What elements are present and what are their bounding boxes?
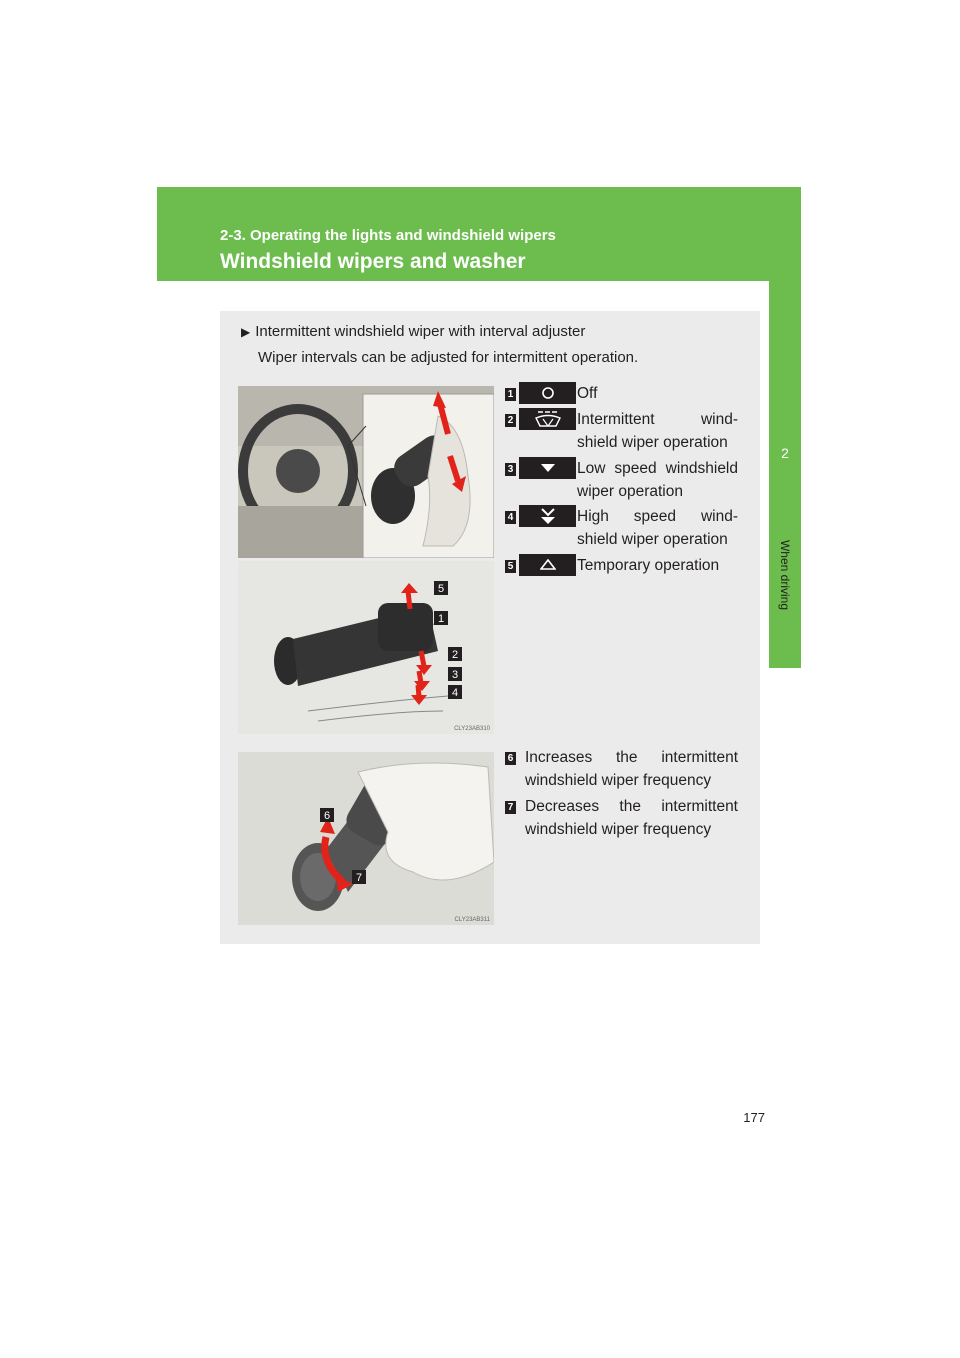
- fig2-callout-7: 7: [355, 872, 363, 884]
- fig1-callout-3: 3: [451, 669, 459, 681]
- intermittent-wiper-icon: [519, 408, 576, 430]
- item-number: 5: [505, 560, 516, 573]
- adjuster-item-decrease: [505, 795, 737, 843]
- high-speed-double-arrow-icon: [519, 505, 576, 527]
- bullet-heading: [241, 323, 585, 340]
- wiper-lever-positions-diagram: [238, 561, 494, 734]
- item-text-line1: Decreases the intermittent: [525, 798, 738, 815]
- description-text: Wiper intervals can be adjusted for intermittent operation.: [258, 349, 639, 366]
- position-item-temporary: [505, 554, 737, 578]
- item-number: 6: [505, 752, 516, 765]
- fig1-callout-1: 1: [437, 613, 445, 625]
- interval-adjuster-photo: [238, 752, 494, 925]
- steering-wheel-photo: [238, 386, 494, 558]
- position-item-high-speed: [505, 505, 737, 553]
- item-text-line2: wiper operation: [577, 483, 683, 500]
- item-text-line1: Intermittent wind-: [577, 411, 738, 428]
- page-title: Windshield wipers and washer: [220, 250, 526, 273]
- item-text: [525, 795, 738, 841]
- fig1-callout-2: 2: [451, 649, 459, 661]
- item-text: [577, 505, 738, 551]
- low-speed-arrow-icon: [519, 457, 576, 479]
- item-text: [577, 457, 738, 503]
- page-number: 177: [743, 1110, 765, 1125]
- item-text-line2: shield wiper operation: [577, 531, 728, 548]
- item-text-line2: windshield wiper frequency: [525, 772, 712, 789]
- temporary-up-arrow-icon: [519, 554, 576, 576]
- fig1-callout-5: 5: [437, 583, 445, 595]
- item-text-line2: shield wiper operation: [577, 434, 728, 451]
- position-item-off: [505, 382, 737, 406]
- section-label: 2-3. Operating the lights and windshield wipers: [220, 227, 556, 244]
- adjuster-item-increase: [505, 746, 737, 794]
- off-circle-icon: [519, 382, 576, 404]
- item-text-line1: Temporary operation: [577, 557, 720, 574]
- item-text-line1: High speed wind-: [577, 508, 738, 525]
- figure-code-1: CLY23AB310: [454, 726, 490, 732]
- chapter-label: When driving: [778, 539, 792, 611]
- chapter-number: 2: [781, 445, 789, 461]
- item-text-line1: Increases the intermittent: [525, 749, 738, 766]
- fig1-callout-4: 4: [451, 687, 459, 699]
- item-number: 7: [505, 801, 516, 814]
- item-text: [525, 746, 738, 792]
- figure-code-2: CLY23AB311: [454, 917, 490, 923]
- position-item-intermittent: [505, 408, 737, 456]
- item-text-line2: windshield wiper frequency: [525, 821, 712, 838]
- item-number: 3: [505, 463, 516, 476]
- item-text-line1: Off: [577, 385, 598, 402]
- item-number: 4: [505, 511, 516, 524]
- item-text-line1: Low speed windshield: [577, 460, 738, 477]
- fig2-callout-6: 6: [323, 810, 331, 822]
- bullet-text: Intermittent windshield wiper with interval adjuster: [255, 323, 586, 340]
- bullet-triangle-icon: ▶: [241, 325, 251, 339]
- item-number: 1: [505, 388, 516, 401]
- position-item-low-speed: [505, 457, 737, 505]
- item-number: 2: [505, 414, 516, 427]
- item-text: [577, 408, 738, 454]
